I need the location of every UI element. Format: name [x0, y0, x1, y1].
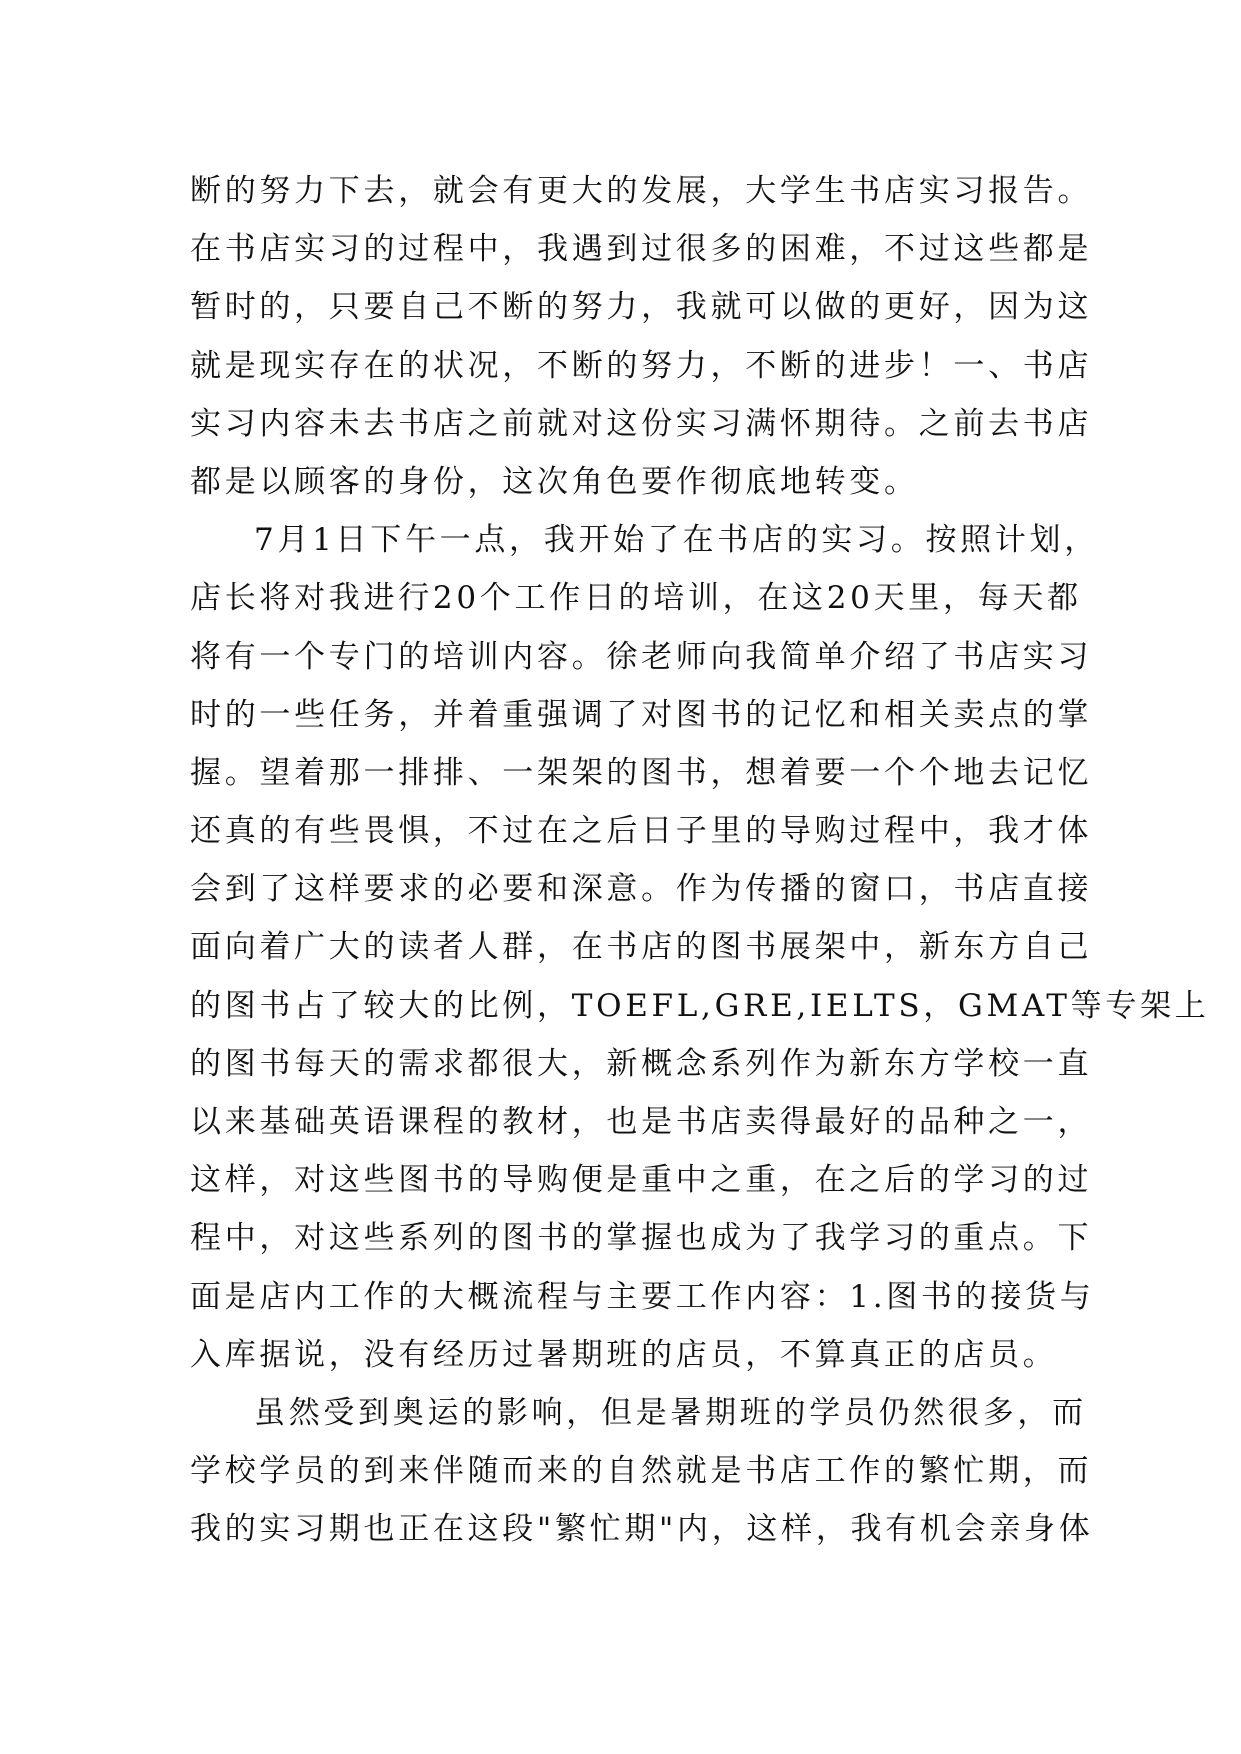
text-line: 还真的有些畏惧，不过在之后日子里的导购过程中，我才体	[190, 813, 1093, 850]
text-line: 将有一个专门的培训内容。徐老师向我简单介绍了书店实习	[190, 638, 1093, 675]
text-line: 的图书每天的需求都很大，新概念系列作为新东方学校一直	[190, 1045, 1093, 1082]
text-line: 都是以顾客的身份，这次角色要作彻底地转变。	[190, 463, 919, 500]
text-line: 会到了这样要求的必要和深意。作为传播的窗口，书店直接	[190, 871, 1093, 908]
text-line: 的图书占了较大的比例，TOEFL,GRE,IELTS，GMAT等专架上	[190, 987, 1210, 1024]
text-line: 入库据说，没有经历过暑期班的店员，不算真正的店员。	[190, 1336, 1058, 1373]
text-line: 暂时的，只要自己不断的努力，我就可以做的更好，因为这	[190, 289, 1093, 326]
text-line: 断的努力下去，就会有更大的发展，大学生书店实习报告。	[190, 173, 1093, 209]
text-line: 就是现实存在的状况，不断的努力，不断的进步！一、书店	[190, 347, 1093, 384]
text-line: 我的实习期也正在这段"繁忙期"内，这样，我有机会亲身体	[190, 1511, 1094, 1548]
text-line: 面是店内工作的大概流程与主要工作内容：1.图书的接货与	[190, 1278, 1095, 1315]
body-text	[190, 162, 1210, 1559]
paragraph-start-line: 7月1日下午一点，我开始了在书店的实习。按照计划，	[254, 522, 1099, 559]
text-line: 以来基础英语课程的教材，也是书店卖得最好的品种之一，	[190, 1104, 1093, 1140]
text-line: 实习内容未去书店之前就对这份实习满怀期待。之前去书店	[190, 405, 1093, 442]
text-line: 面向着广大的读者人群，在书店的图书展架中，新东方自己	[190, 929, 1093, 966]
text-line: 握。望着那一排排、一架架的图书，想着要一个个地去记忆	[190, 754, 1093, 791]
text-line: 学校学员的到来伴随而来的自然就是书店工作的繁忙期，而	[190, 1453, 1093, 1490]
text-line: 店长将对我进行20个工作日的培训，在这20天里，每天都	[190, 580, 1082, 617]
text-line: 程中，对这些系列的图书的掌握也成为了我学习的重点。下	[190, 1220, 1093, 1257]
paragraph-start-line: 虽然受到奥运的影响，但是暑期班的学员仍然很多，而	[254, 1394, 1087, 1431]
text-line: 在书店实习的过程中，我遇到过很多的困难，不过这些都是	[190, 231, 1093, 268]
text-line: 时的一些任务，并着重强调了对图书的记忆和相关卖点的掌	[190, 696, 1093, 733]
text-line: 这样，对这些图书的导购便是重中之重，在之后的学习的过	[190, 1162, 1093, 1199]
